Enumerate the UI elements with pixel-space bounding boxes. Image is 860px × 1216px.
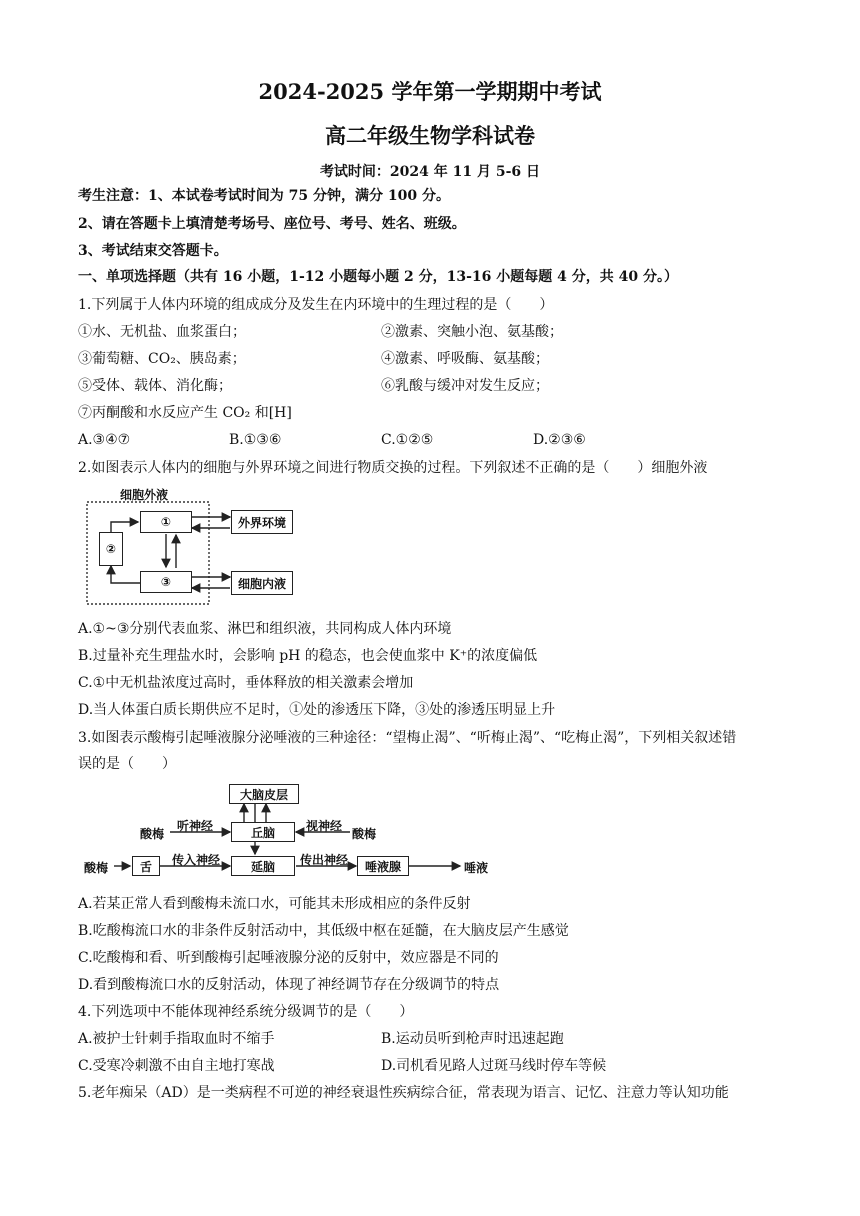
external-environment-box: 外界环境 [231, 510, 293, 534]
q3-stem-line-1: 3.如图表示酸梅引起唾液腺分泌唾液的三种途径：“望梅止渴”、“听梅止渴”、“吃梅止渴”，下列相关叙述错 [78, 730, 737, 746]
section-heading: 一、单项选择题（共有 16 小题，1-12 小题每小题 2 分，13-16 小题每题 4 分，共 40 分。） [78, 269, 678, 285]
q1-item-6: ⑥乳酸与缓冲对发生反应； [381, 378, 549, 394]
q2-option-d: D.当人体蛋白质长期供应不足时，①处的渗透压下降，③处的渗透压明显上升 [78, 702, 556, 718]
salivary-gland-box: 唾液腺 [357, 856, 409, 876]
box-1: ① [140, 511, 192, 533]
intracellular-fluid-box: 细胞内液 [231, 571, 293, 595]
exam-time: 考试时间：2024 年 11 月 5-6 日 [319, 164, 541, 180]
q1-item-4: ④激素、呼吸酶、氨基酸； [381, 351, 549, 367]
plum-hear-label: 酸梅 [140, 827, 165, 841]
hear-nerve-label: 听神经 [177, 819, 214, 833]
q4-option-b: B.运动员听到枪声时迅速起跑 [381, 1031, 564, 1047]
q4-option-a: A.被护士针刺手指取血时不缩手 [78, 1031, 275, 1047]
q3-option-b: B.吃酸梅流口水的非条件反射活动中，其低级中枢在延髓，在大脑皮层产生感觉 [78, 923, 569, 939]
q2-option-c: C.①中无机盐浓度过高时，垂体释放的相关激素会增加 [78, 675, 414, 691]
plum-see-label: 酸梅 [352, 827, 377, 841]
q1-item-5: ⑤受体、载体、消化酶； [78, 378, 232, 394]
medulla-box: 延脑 [231, 856, 295, 876]
q1-stem: 1.下列属于人体内环境的组成成分及发生在内环境中的生理过程的是（ ） [78, 297, 554, 313]
sight-nerve-label: 视神经 [306, 819, 343, 833]
q3-option-c: C.吃酸梅和看、听到酸梅引起唾液腺分泌的反射中，效应器是不同的 [78, 950, 499, 966]
q3-option-a: A.若某正常人看到酸梅未流口水，可能其未形成相应的条件反射 [78, 896, 471, 912]
thalamus-box: 丘脑 [231, 822, 295, 842]
q2-option-b: B.过量补充生理盐水时，会影响 pH 的稳态，也会使血浆中 K⁺的浓度偏低 [78, 648, 538, 664]
q3-diagram [84, 780, 504, 884]
afferent-nerve-label: 传入神经 [172, 853, 221, 867]
q2-stem: 2.如图表示人体内的细胞与外界环境之间进行物质交换的过程。下列叙述不正确的是（ ）细胞外液 [78, 460, 708, 476]
q1-item-2: ②激素、突触小泡、氨基酸； [381, 324, 563, 340]
q4-option-d: D.司机看见路人过斑马线时停车等候 [381, 1058, 607, 1074]
q1-item-1: ①水、无机盐、血浆蛋白； [78, 324, 246, 340]
arrow-3-to-2 [111, 566, 140, 583]
q1-item-3: ③葡萄糖、CO₂、胰岛素； [78, 351, 246, 367]
plum-eat-label: 酸梅 [84, 861, 109, 875]
q2-option-a: A.①~③分别代表血浆、淋巴和组织液，共同构成人体内环境 [78, 621, 452, 637]
saliva-label: 唾液 [464, 861, 489, 875]
q1-option-b: B.①③⑥ [229, 432, 282, 448]
box-3: ③ [140, 571, 192, 593]
q3-option-d: D.看到酸梅流口水的反射活动，体现了神经调节存在分级调节的特点 [78, 977, 500, 993]
notice-line-2: 2、请在答题卡上填清楚考场号、座位号、考号、姓名、班级。 [78, 216, 466, 232]
box-2: ② [99, 532, 123, 566]
exam-title: 2024-2025 学年第一学期期中考试 [258, 79, 602, 104]
exam-subtitle: 高二年级生物学科试卷 [325, 123, 535, 148]
q1-item-7: ⑦丙酮酸和水反应产生 CO₂ 和[H] [78, 405, 292, 421]
notice-line-1: 考生注意：1、本试卷考试时间为 75 分钟，满分 100 分。 [78, 188, 450, 204]
q2-diagram [84, 484, 306, 608]
q5-stem: 5.老年痴呆（AD）是一类病程不可逆的神经衰退性疾病综合征，常表现为语言、记忆、注意力等认知功能 [78, 1085, 729, 1101]
q1-option-c: C.①②⑤ [381, 432, 434, 448]
q1-option-d: D.②③⑥ [533, 432, 586, 448]
q1-option-a: A.③④⑦ [78, 432, 131, 448]
efferent-nerve-label: 传出神经 [300, 853, 349, 867]
arrow-2-to-1 [111, 522, 138, 532]
tongue-box: 舌 [132, 856, 160, 876]
q4-option-c: C.受寒冷刺激不由自主地打寒战 [78, 1058, 275, 1074]
notice-line-3: 3、考试结束交答题卡。 [78, 243, 228, 259]
cortex-box: 大脑皮层 [229, 784, 299, 804]
q4-stem: 4.下列选项中不能体现神经系统分级调节的是（ ） [78, 1004, 414, 1020]
q3-stem-line-2: 误的是（ ） [78, 756, 176, 772]
extracellular-label: 细胞外液 [120, 488, 169, 502]
